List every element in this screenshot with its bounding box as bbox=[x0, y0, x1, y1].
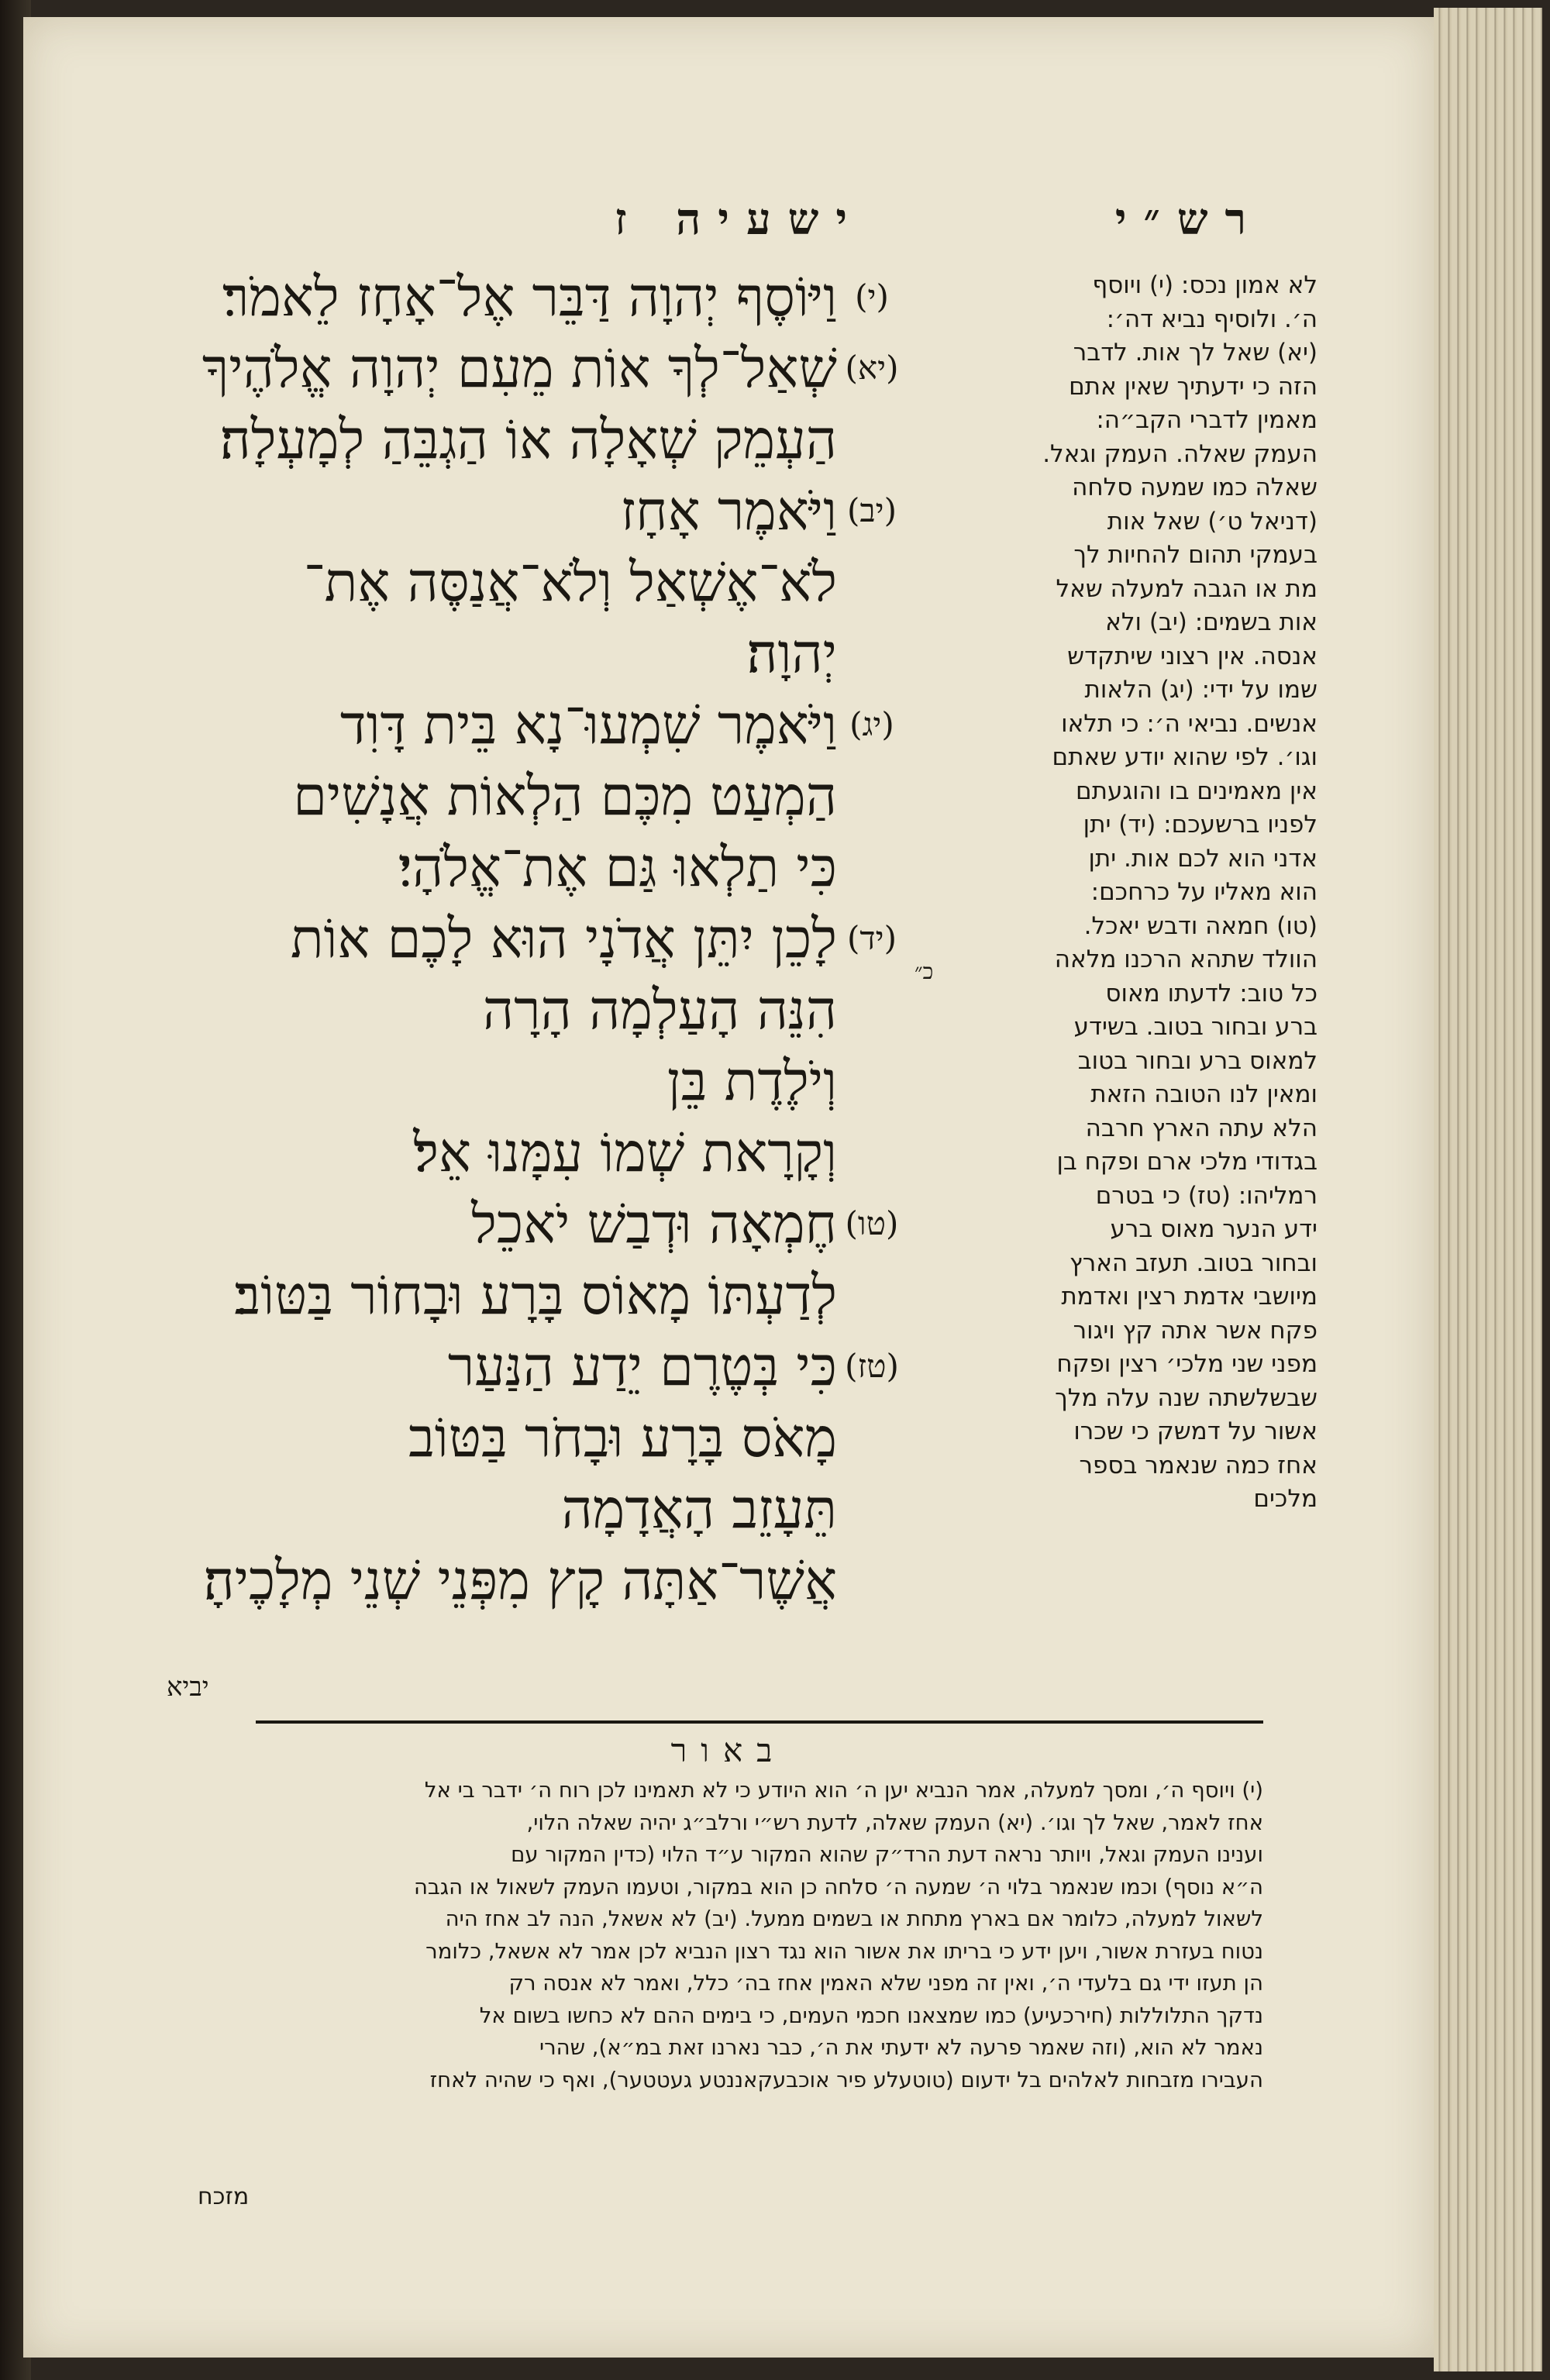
verse-text: וַיּוֹסֶף יְהוָה דַּבֵּר אֶל־אָחָז לֵאמֹר׃ bbox=[222, 265, 837, 329]
book-running-head: ישעיה ז bbox=[614, 194, 864, 245]
verse-text: כִּי בְּטֶרֶם יֵדַע הַנַּעַר bbox=[447, 1335, 837, 1398]
biur-line: נטוח בעזרת אשור, ויען ידע כי בריתו את אשור הוא נגד רצון הנביא לכן אמר לא אשאל, כלומר bbox=[425, 1938, 1263, 1964]
biur-line: ה״א נוסף) וכמו שנאמר בלוי ה׳ שמעה ה׳ סלחה כן הוא במקור, וטעמו העמק לשאול או הגבה bbox=[413, 1874, 1263, 1900]
verse-text: לְדַעְתּוֹ מָאוֹס בָּרָע וּבָחוֹר בַּטּוֹב׃ bbox=[234, 1263, 837, 1327]
rashi-line: אות בשמים: (יב) ולא bbox=[1105, 608, 1318, 636]
rashi-line: הוא מאליו על כרחכם: bbox=[1090, 878, 1318, 906]
rashi-line: מיושבי אדמת רצין ואדמת bbox=[1061, 1283, 1318, 1311]
scripture-line bbox=[116, 689, 907, 760]
scripture-line bbox=[116, 261, 907, 332]
rashi-line: אחז כמה שנאמר בספר bbox=[1079, 1451, 1318, 1479]
rashi-line: הלא עתה הארץ חרבה bbox=[1085, 1114, 1318, 1142]
book-page bbox=[23, 17, 1434, 2358]
rashi-line: מפני שני מלכי׳ רצין ופקח bbox=[1056, 1350, 1318, 1378]
rashi-line: העמק שאלה. העמק וגאל. bbox=[1042, 439, 1318, 468]
rashi-line: בעמקי תהום להחיות לך bbox=[1073, 541, 1318, 569]
biur-line: נאמר לא הוא, (וזה שאמר פרעה לא ידעתי את ה׳, כבר נארנו זאת במ״א), שהרי bbox=[539, 2035, 1263, 2060]
verse-text: וַיֹּאמֶר שִׁמְעוּ־נָא בֵּית דָּוִד bbox=[339, 693, 837, 756]
scripture-line bbox=[116, 903, 907, 974]
scripture-line bbox=[116, 1402, 907, 1473]
scripture-line bbox=[116, 1545, 907, 1616]
verse-text: חֶמְאָה וּדְבַשׁ יֹאכֵל bbox=[471, 1192, 837, 1255]
verse-text: הַעְמֵק שְׁאָלָה אוֹ הַגְבֵּהַ לְמָעְלָה׃ bbox=[219, 408, 837, 471]
rashi-running-head: רש״י bbox=[1114, 194, 1263, 245]
verse-number: (יג) bbox=[849, 705, 894, 743]
biur-commentary bbox=[155, 1775, 1263, 2096]
verse-number: (טז) bbox=[845, 1347, 899, 1385]
rashi-line: אשור על דמשק כי שכרו bbox=[1073, 1417, 1318, 1445]
scripture-line bbox=[116, 974, 907, 1045]
biur-line: (י) ויוסף ה׳, ומסך למעלה, אמר הנביא יען ה׳ הוא היודע כי לא תאמינו לכן רוח ה׳ ידבר בי אל bbox=[424, 1778, 1263, 1803]
rashi-line: אין מאמינים בו והוגעתם bbox=[1076, 777, 1318, 805]
scripture-line bbox=[116, 1117, 907, 1188]
verse-number: (י) bbox=[855, 277, 889, 315]
rashi-line: שמו על ידי: (יג) הלאות bbox=[1084, 676, 1318, 704]
verse-text: כִּי תַלְאוּ גַּם אֶת־אֱלֹהָי׃ bbox=[398, 835, 837, 899]
verse-text: תֵּעָזֵב הָאֲדָמָה bbox=[561, 1477, 837, 1541]
verse-number: (טו) bbox=[845, 1204, 899, 1242]
rashi-line: למאוס ברע ובחור בטוב bbox=[1077, 1046, 1318, 1075]
rashi-line: שאלה כמו שמעה סלחה bbox=[1072, 474, 1318, 501]
rashi-line: שבשלשתה שנה עלה מלך bbox=[1055, 1383, 1318, 1412]
scripture-line bbox=[116, 475, 907, 546]
verse-text: לֹא־אֶשְׁאַל וְלֹא־אֲנַסֶּה אֶת־ bbox=[303, 550, 837, 614]
scripture-line bbox=[116, 1045, 907, 1117]
rashi-line: כל טוב: לדעתו מאוס bbox=[1105, 979, 1318, 1007]
rashi-line: אנסה. אין רצוני שיתקדש bbox=[1067, 642, 1318, 670]
scripture-line bbox=[116, 546, 907, 618]
catchword-main: יביא bbox=[167, 1672, 209, 1703]
margin-mark: כ״ bbox=[914, 959, 934, 984]
scripture-line bbox=[116, 1188, 907, 1259]
rashi-line: לפניו ברשעכם: (יד) יתן bbox=[1083, 811, 1318, 839]
biur-line: העבירו מזבחות לאלהים בל ידעום (טוטעלע פיר אוכבעקאננטע געטטער), ואף כי שהיה לאחז bbox=[429, 2067, 1263, 2092]
rashi-line: ובחור בטוב. תעזב הארץ bbox=[1069, 1249, 1318, 1277]
biur-line: נדקך התלוללות (חירכעיע) כמו שמצאנו חכמי העמים, כי בימים ההם לא כחשו בשום אל bbox=[479, 2003, 1263, 2028]
scripture-line bbox=[116, 404, 907, 475]
rashi-line: אנשים. נביאי ה׳: כי תלאו bbox=[1061, 709, 1318, 738]
rashi-line: ה׳. ולוסיף נביא דה׳: bbox=[1106, 305, 1318, 333]
scripture-line bbox=[116, 332, 907, 404]
rashi-line: רמליהו: (טז) כי בטרם bbox=[1095, 1181, 1318, 1210]
biur-heading: באור bbox=[670, 1731, 787, 1769]
rashi-line: ברע ובחור בטוב. בשידע bbox=[1073, 1013, 1318, 1041]
verse-text: שְׁאַל־לְךָ אוֹת מֵעִם יְהוָה אֱלֹהֶיךָ bbox=[202, 336, 837, 400]
verse-text: לָכֵן יִתֵּן אֲדֹנָי הוּא לָכֶם אוֹת bbox=[290, 907, 837, 970]
rashi-line: מלכים bbox=[1253, 1485, 1318, 1513]
rashi-line: פקח אשר אתה קץ ויגור bbox=[1073, 1316, 1318, 1345]
rashi-line: וגו׳. לפי שהוא יודע שאתם bbox=[1052, 743, 1318, 771]
verse-text: וַיֹּאמֶר אָחָז bbox=[620, 479, 837, 542]
scripture-line bbox=[116, 1259, 907, 1331]
verse-text: וְיֹלֶדֶת בֵּן bbox=[666, 1049, 837, 1113]
biur-line: וענינו העמק וגאל, ויותר נראה דעת הרד״ק שהוא המקור ע״ד הלוי (כדין המקור עם bbox=[511, 1842, 1263, 1867]
catchword-biur: מזכח bbox=[198, 2183, 250, 2210]
verse-text: הִנֵּה הָעַלְמָה הָרָה bbox=[482, 978, 837, 1042]
rashi-line: ידע הנער מאוס ברע bbox=[1110, 1215, 1318, 1243]
rashi-line: מאמין לדברי הקב״ה: bbox=[1096, 406, 1318, 434]
scripture-line bbox=[116, 1331, 907, 1402]
verse-text: אֲשֶׁר־אַתָּה קָץ מִפְּנֵי שְׁנֵי מְלָכֶיהָ׃ bbox=[203, 1548, 837, 1612]
verse-number: (יב) bbox=[846, 491, 897, 529]
scripture-line bbox=[116, 760, 907, 832]
rashi-line: (יא) שאל לך אות. לדבר bbox=[1073, 339, 1318, 367]
rashi-line: הוולד שתהא הרכנו מלאה bbox=[1054, 945, 1318, 973]
rashi-line: לא אמון נכס: (י) ויוסף bbox=[1092, 271, 1318, 299]
section-divider bbox=[256, 1720, 1263, 1724]
rashi-line: אדני הוא לכם אות. יתן bbox=[1088, 844, 1318, 873]
verse-text: מָאֹס בָּרָע וּבָחֹר בַּטּוֹב bbox=[408, 1406, 837, 1469]
verse-number: (יא) bbox=[845, 349, 899, 387]
rashi-line: הזה כי ידעתיך שאין אתם bbox=[1069, 372, 1318, 401]
biur-line: הן תעזו ידי גם בלעדי ה׳, ואין זה מפני שלא האמין אחז בה׳ כלל, ואמר לא אנסה רק bbox=[508, 1971, 1263, 1996]
verse-number: (יד) bbox=[847, 919, 897, 957]
verse-text: הַמְעַט מִכֶּם הַלְאוֹת אֲנָשִׁים bbox=[293, 764, 837, 828]
verse-text: יְהוָה׃ bbox=[746, 622, 837, 685]
verse-text: וְקָרָאת שְׁמוֹ עִמָּנוּ אֵל׃ bbox=[413, 1121, 837, 1184]
rashi-line: ומאין לנו הטובה הזאת bbox=[1090, 1080, 1318, 1108]
rashi-line: (דניאל ט׳) שאל אות bbox=[1107, 507, 1318, 536]
scripture-line bbox=[116, 1473, 907, 1545]
scripture-column bbox=[116, 261, 907, 1616]
page-edges bbox=[1434, 8, 1542, 2371]
rashi-line: מת או הגבה למעלה שאל bbox=[1056, 574, 1318, 603]
scripture-line bbox=[116, 618, 907, 689]
scripture-line bbox=[116, 832, 907, 903]
rashi-line: בגדודי מלכי ארם ופקח בן bbox=[1056, 1148, 1318, 1176]
rashi-commentary-column bbox=[938, 269, 1318, 1517]
biur-line: לשאול למעלה, כלומר אם בארץ מתחת או בשמים ממעל. (יב) לא אשאל, הנה לב אחז היה bbox=[445, 1906, 1263, 1931]
biur-line: אחז לאמר, שאל לך וגו׳. (יא) העמק שאלה, לדעת רש״י ורלב״ג יהיה שאלה הלוי, bbox=[526, 1810, 1263, 1835]
rashi-line: (טו) חמאה ודבש יאכל. bbox=[1083, 911, 1318, 940]
